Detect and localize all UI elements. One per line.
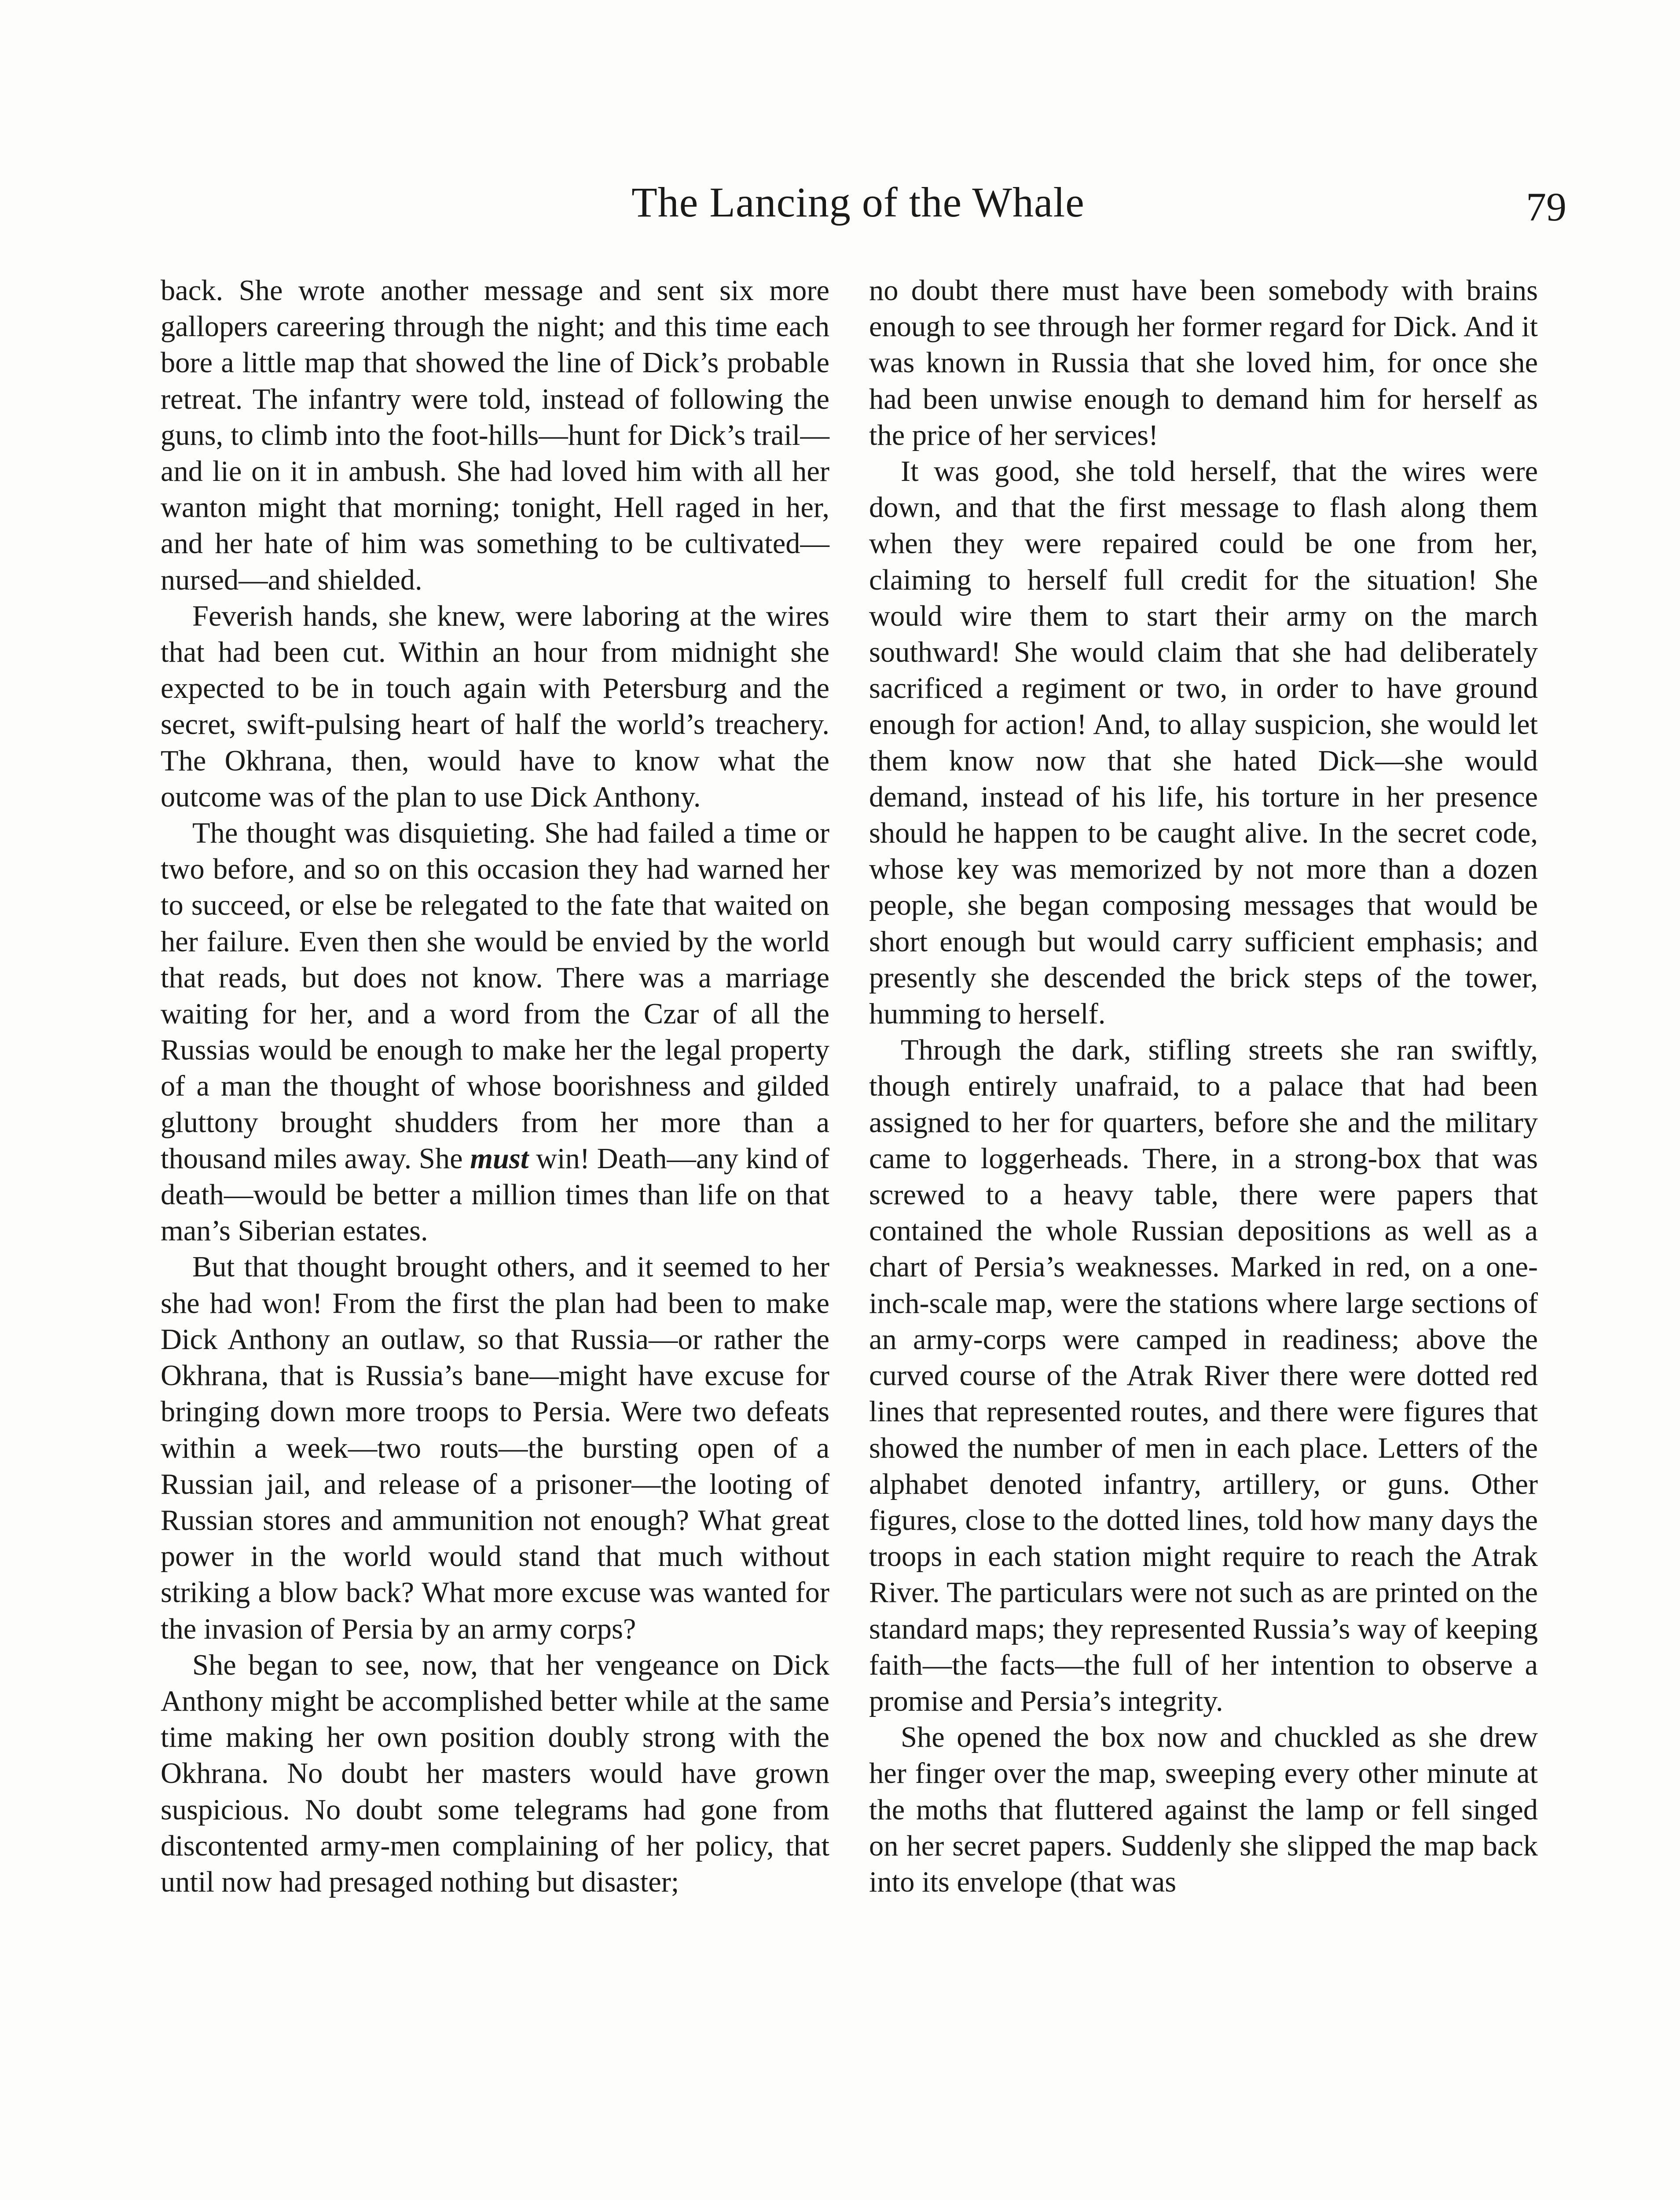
paragraph-text: The thought was disquieting. She had failed a time or two before, and so on this occasion they had warned her to succeed, or else be relegated to the fate that waited on her failure. Even then she would be envied by the world that reads, but does not know. There was a marriage waiting for her, and a word from the Czar of all the Russias would be enough to make her the legal property of a man the thought of whose boorishness and gilded gluttony brought shudders from her more than a thousand miles away. She xyxy=(161,817,829,1175)
emphasized-word: must xyxy=(470,1142,529,1175)
page-number: 79 xyxy=(1526,184,1566,229)
right-text-column xyxy=(869,273,1538,1900)
left-text-column xyxy=(161,273,829,1900)
paragraph: But that thought brought others, and it seemed to her she had won! From the first the plan had been to make Dick Anthony an outlaw, so that Russia—or rather the Okhrana, that is Russia’s bane—might have excuse for bringing down more troops to Persia. Were two defeats within a week—two routs—the bursting open of a Russian jail, and release of a prisoner—the looting of Russian stores and ammunition not enough? What great power in the world would stand that much without striking a blow back? What more excuse was wanted for the invasion of Persia by an army corps? xyxy=(161,1251,829,1645)
paragraph: no doubt there must have been somebody with brains enough to see through her former regard for Dick. And it was known in Russia that she loved him, for once she had been unwise enough to demand him for herself as the price of her services! xyxy=(869,275,1538,451)
paragraph: back. She wrote another message and sent six more gallopers careering through the night; and this time each bore a little map that showed the line of Dick’s probable retreat. The infantry were told, instead of following the guns, to climb into the foot-hills—hunt for Dick’s trail—and lie on it in ambush. She had loved him with all her wanton might that morning; tonight, Hell raged in her, and her hate of him was something to be cultivated—nursed—and shielded. xyxy=(161,275,829,596)
paragraph xyxy=(161,815,829,1249)
paragraph: Feverish hands, she knew, were laboring at the wires that had been cut. Within an hour from midnight she expected to be in touch again with Petersburg and the secret, swift-pulsing heart of half the world’s treachery. The Okhrana, then, would have to know what the outcome was of the plan to use Dick Anthony. xyxy=(161,600,829,813)
paragraph: Through the dark, stifling streets she ran swiftly, though entirely unafraid, to a palace that had been assigned to her for quarters, before she and the military came to loggerheads. There, in a strong-box that was screwed to a heavy table, there were papers that contained the whole Russian depositions as well as a chart of Persia’s weaknesses. Marked in red, on a one-inch-scale map, were the stations where large sections of an army-corps were camped in readiness; above the curved course of the Atrak River there were dotted red lines that represented routes, and there were figures that showed the number of men in each place. Letters of the alphabet denoted infantry, artillery, or guns. Other figures, close to the dotted lines, told how many days the troops in each station might require to reach the Atrak River. The particulars were not such as are printed on the standard maps; they represented Russia’s way of keeping faith—the facts—the full of her intention to observe a promise and Persia’s integrity. xyxy=(869,1034,1538,1717)
running-title: The Lancing of the Whale xyxy=(631,179,1085,226)
paragraph: It was good, she told herself, that the wires were down, and that the first message to flash along them when they were repaired could be one from her, claiming to herself full credit for the situation! She would wire them to start their army on the march southward! She would claim that she had deliberately sacrificed a regiment or two, in order to have ground enough for action! And, to allay suspicion, she would let them know now that she hated Dick—she would demand, instead of his life, his torture in her presence should he happen to be caught alive. In the secret code, whose key was memorized by not more than a dozen people, she began composing messages that would be short enough but would carry sufficient emphasis; and presently she descended the brick steps of the tower, humming to herself. xyxy=(869,455,1538,1030)
paragraph-text: win! Death—any kind of death—would be better a million times than life on that man’s Siberian estates. xyxy=(161,1142,829,1247)
paragraph: She began to see, now, that her vengeance on Dick Anthony might be accomplished better while at the same time making her own position doubly strong with the Okhrana. No doubt her masters would have grown suspicious. No doubt some telegrams had gone from discontented army-men complaining of her policy, that until now had presaged nothing but disaster; xyxy=(161,1649,829,1898)
paragraph: She opened the box now and chuckled as she drew her finger over the map, sweeping every other minute at the moths that fluttered against the lamp or fell singed on her secret papers. Suddenly she slipped the map back into its envelope (that was xyxy=(869,1721,1538,1898)
